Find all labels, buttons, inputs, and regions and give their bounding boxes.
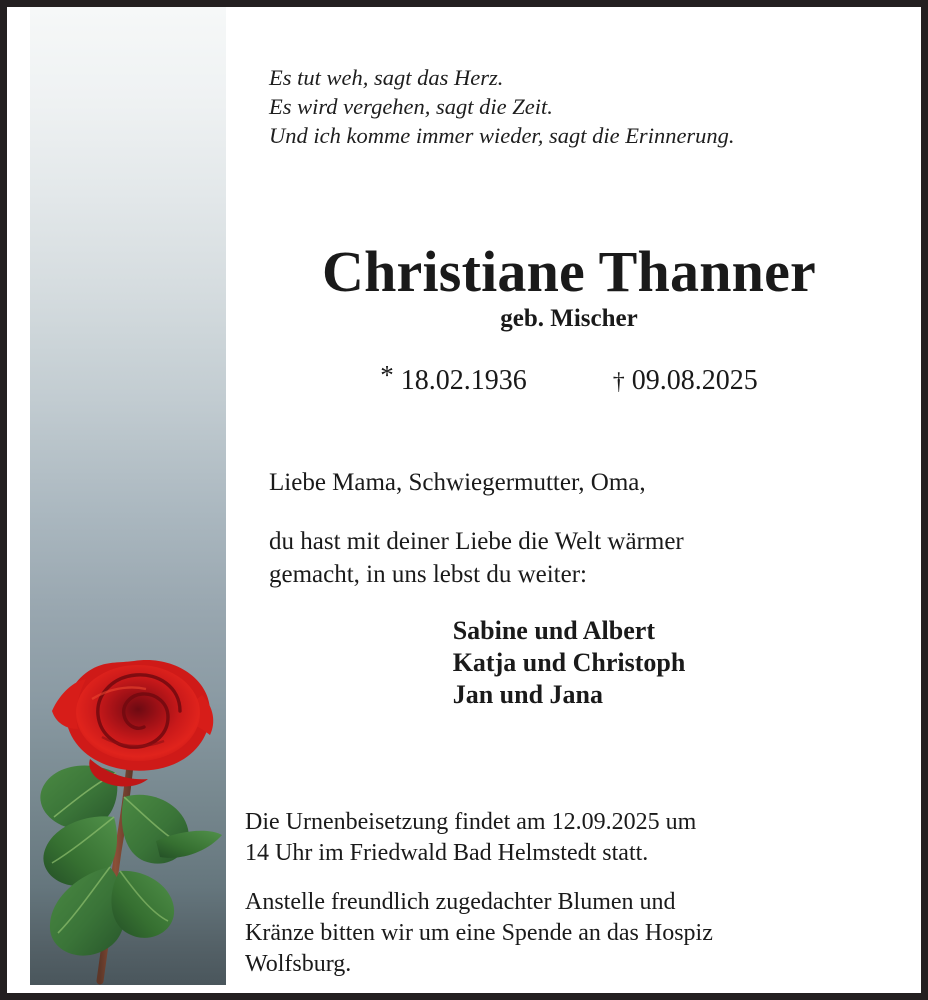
survivors-block [239,615,899,711]
message-line: du hast mit deiner Liebe die Welt wärmer [269,528,684,555]
donation-line: Wolfsburg. [245,951,352,977]
message-line: gemacht, in uns lebst du weiter: [269,561,587,588]
donation-request [245,887,713,980]
life-dates [239,360,899,399]
red-rose-icon [30,655,226,985]
maiden-name: geb. Mischer [500,305,638,332]
name-block [239,241,899,333]
death-date [613,364,758,399]
funeral-line: 14 Uhr im Friedwald Bad Helmstedt statt. [245,840,649,866]
salutation: Liebe Mama, Schwiegermutter, Oma, [269,469,646,496]
survivors-lines [453,615,686,711]
notice-content [239,7,921,993]
epigraph-line: Es tut weh, sagt das Herz. [269,65,504,90]
birth-star-icon: * [380,360,394,390]
death-date-value: 09.08.2025 [631,365,758,396]
survivor-line: Jan und Jana [452,680,603,709]
deceased-name: Christiane Thanner [322,239,816,304]
funeral-details [245,807,696,869]
donation-line: Anstelle freundlich zugedachter Blumen und [245,889,676,915]
funeral-line: Die Urnenbeisetzung findet am 12.09.2025 um [245,809,697,835]
epigraph-line: Es wird vergehen, sagt die Zeit. [269,94,553,119]
death-cross-icon: † [612,369,625,395]
rose-leaf [111,871,174,938]
birth-date [380,360,527,398]
epigraph [269,63,735,150]
message [269,525,684,591]
notice-inner [7,7,921,993]
survivor-line: Katja und Christoph [452,648,686,677]
birth-date-value: 18.02.1936 [400,365,527,396]
epigraph-line: Und ich komme immer wieder, sagt die Erinnerung. [269,123,735,148]
decoration-panel [30,7,226,985]
survivor-line: Sabine und Albert [452,616,655,645]
donation-line: Kränze bitten wir um eine Spende an das Hospiz [245,920,713,946]
